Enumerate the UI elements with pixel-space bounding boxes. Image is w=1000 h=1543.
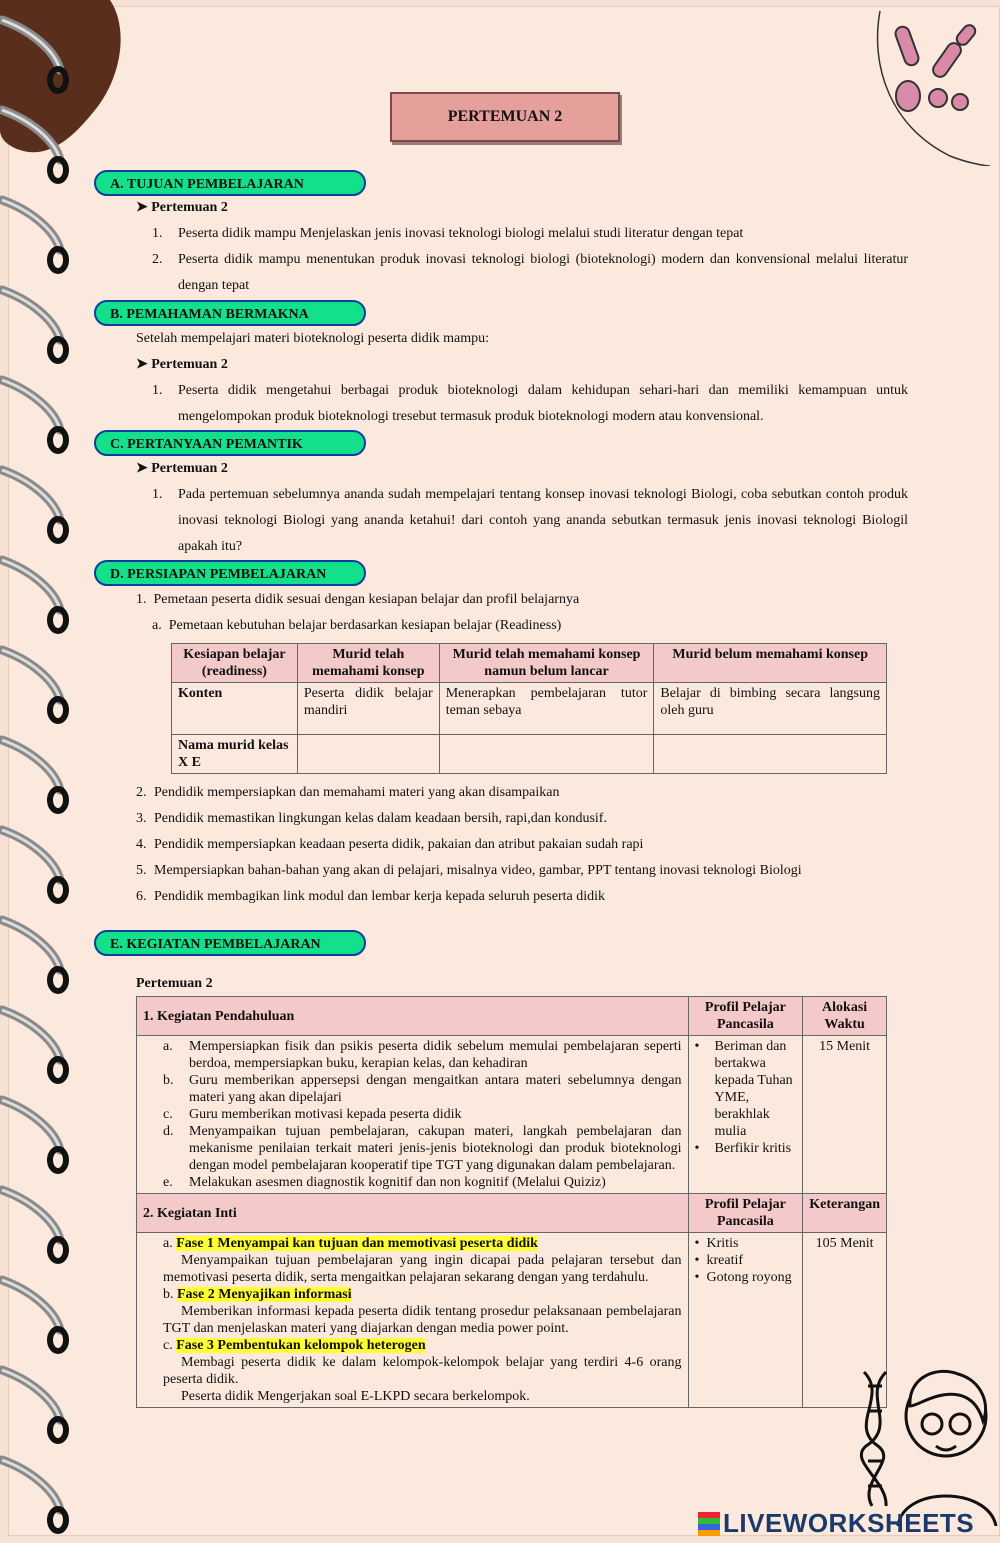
table-cell: Menerapkan pembelajaran tutor teman sebaya <box>439 683 654 735</box>
list-item: 2. Peserta didik mampu menentukan produk inovasi teknologi biologi (bioteknologi) modern dan konvensional melalui literatur dengan tepat <box>152 252 908 293</box>
list-item: 1. Peserta didik mengetahui berbagai produk bioteknologi dalam kehidupan sehari-hari dan memiliki kemampuan untuk mengelompokan produk bioteknologi tresebut termasuk produk bioteknologi modern atau konvensional. <box>152 383 908 424</box>
section-a-heading: A. TUJUAN PEMBELAJARAN <box>94 170 366 196</box>
phase-text: Memberikan informasi kepada peserta didik tentang prosedur pelaksanaan pembelajaran TGT dan menjelaskan materi yang diajarkan dengan media power point. <box>163 1304 682 1336</box>
list-item: 6. Pendidik membagikan link modul dan lembar kerja kepada seluruh peserta didik <box>136 889 605 904</box>
list-item: d. Menyampaikan tujuan pembelajaran, cakupan materi, langkah pembelajaran dan mekanisme penilaian terkait materi jenis-jenis bioteknologi dan produk bioteknologi dengan model pembelajaran kooperatif tipe TGT yang digunakan dalam pembelajaran. <box>163 1124 682 1173</box>
table-header-cell: Kesiapan belajar (readiness) <box>172 644 298 683</box>
list-item: • Gotong royong <box>694 1270 792 1285</box>
readiness-table <box>171 643 887 774</box>
table-cell: Konten <box>172 683 298 735</box>
section-c-heading: C. PERTANYAAN PEMANTIK <box>94 430 366 456</box>
table-header-row <box>137 1194 887 1233</box>
list-item: a. Mempersiapkan fisik dan psikis peserta didik sebelum memulai pembelajaran seperti berdoa, mempersiapkan buku, kerapian kelas, dan kehadiran <box>163 1039 682 1071</box>
list-item: e. Melakukan asesmen diagnostik kognitif dan non kognitif (Melalui Quiziz) <box>163 1175 606 1190</box>
binding-ring <box>2 110 66 181</box>
table-cell[interactable] <box>654 735 887 774</box>
section-a-list <box>152 221 908 299</box>
table-row <box>137 1233 887 1408</box>
binding-ring <box>2 740 66 811</box>
table-cell <box>688 1036 803 1194</box>
binding-ring <box>2 380 66 451</box>
section-d-item1a: a. Pemetaan kebutuhan belajar berdasarkan kesiapan belajar (Readiness) <box>152 618 562 633</box>
table-header-cell: Murid belum memahami konsep <box>654 644 887 683</box>
binding-ring <box>2 1280 66 1351</box>
binding-ring <box>2 20 66 91</box>
list-item: 5. Mempersiapkan bahan-bahan yang akan di pelajari, misalnya video, gambar, PPT tentang inovasi teknologi Biologi <box>136 863 802 878</box>
table-header-cell: 2. Kegiatan Inti <box>137 1194 689 1233</box>
list-item: 4. Pendidik mempersiapkan keadaan peserta didik, pakaian dan atribut pakaian sudah rapi <box>136 837 644 852</box>
liveworksheets-icon <box>698 1512 720 1536</box>
table-cell: 15 Menit <box>803 1036 887 1194</box>
section-d-heading: D. PERSIAPAN PEMBELAJARAN <box>94 560 366 586</box>
section-e-heading: E. KEGIATAN PEMBELAJARAN <box>94 930 366 956</box>
binding-ring <box>2 1370 66 1441</box>
binding-ring <box>2 1100 66 1171</box>
arrow-bullet-icon: ➤ <box>136 200 148 215</box>
list-item: • kreatif <box>694 1253 744 1268</box>
phase-item: c. Fase 3 Pembentukan kelompok heterogen <box>163 1338 426 1353</box>
section-b-sub: ➤ Pertemuan 2 <box>136 357 228 372</box>
binding-ring <box>2 470 66 541</box>
arrow-bullet-icon: ➤ <box>136 461 148 476</box>
binding-ring <box>2 1010 66 1081</box>
table-header-row <box>137 997 887 1036</box>
liveworksheets-logo: LIVEWORKSHEETS <box>698 1508 974 1539</box>
inti-phases <box>143 1235 682 1405</box>
binding-ring <box>2 650 66 721</box>
table-cell[interactable] <box>439 735 654 774</box>
section-b-heading: B. PEMAHAMAN BERMAKNA <box>94 300 366 326</box>
profil-list <box>695 1038 797 1157</box>
binding-ring <box>2 200 66 271</box>
table-header-row <box>172 644 887 683</box>
phase-text: Peserta didik Mengerjakan soal E-LKPD secara berkelompok. <box>181 1389 530 1404</box>
table-cell: 105 Menit <box>803 1233 887 1408</box>
table-header-cell: Murid telah memahami konsep <box>297 644 439 683</box>
table-header-cell: Alokasi Waktu <box>803 997 887 1036</box>
section-c-list <box>152 482 908 560</box>
list-item: 1. Pada pertemuan sebelumnya ananda sudah mempelajari tentang konsep inovasi teknologi Biologi, coba sebutkan contoh produk inovasi teknologi Biologi yang ananda ketahui! dari contoh yang ananda sebutkan termasuk jenis inovasi teknologi Biologil apakah itu? <box>152 487 908 554</box>
list-item: • Kritis <box>694 1236 739 1251</box>
table-row <box>172 735 887 774</box>
list-item: c. Guru memberikan motivasi kepada peserta didik <box>163 1107 462 1122</box>
list-item: 3. Pendidik memastikan lingkungan kelas dalam keadaan bersih, rapi,dan kondusif. <box>136 811 607 826</box>
phase-item: a. Fase 1 Menyampai kan tujuan dan memotivasi peserta didik <box>163 1236 538 1251</box>
section-d-item1: 1. Pemetaan peserta didik sesuai dengan kesiapan belajar dan profil belajarnya <box>136 592 580 607</box>
table-cell[interactable] <box>297 735 439 774</box>
list-item: • Beriman dan bertakwa kepada Tuhan YME, berakhlak mulia <box>694 1039 793 1139</box>
spiral-binding <box>0 0 80 1543</box>
table-header-cell: Murid telah memahami konsep namun belum lancar <box>439 644 654 683</box>
arrow-bullet-icon: ➤ <box>136 357 148 372</box>
bacteria-decoration <box>860 6 990 166</box>
binding-ring <box>2 920 66 991</box>
list-item: • Berfikir kritis <box>694 1141 792 1156</box>
table-header-cell: Profil Pelajar Pancasila <box>688 1194 803 1233</box>
section-b-intro: Setelah mempelajari materi bioteknologi peserta didik mampu: <box>136 331 490 346</box>
binding-ring <box>2 1460 66 1531</box>
table-cell: Nama murid kelas X E <box>172 735 298 774</box>
section-c-sub: ➤ Pertemuan 2 <box>136 461 228 476</box>
profil-list <box>695 1235 797 1286</box>
table-row <box>172 683 887 735</box>
scientist-dna-illustration <box>858 1366 998 1526</box>
table-row <box>137 1036 887 1194</box>
table-cell <box>688 1233 803 1408</box>
binding-ring <box>2 1190 66 1261</box>
list-item: b. Guru memberikan appersepsi dengan mengaitkan antara materi sebelumnya dengan materi yang akan dipelajari <box>163 1073 682 1105</box>
section-b-list <box>152 378 908 430</box>
phase-text: Membagi peserta didik ke dalam kelompok-kelompok belajar yang terdiri 4-6 orang peserta didik. <box>163 1355 682 1387</box>
table-cell <box>137 1233 689 1408</box>
pendahuluan-list <box>143 1038 682 1191</box>
section-d-list <box>136 780 906 910</box>
table-cell: Belajar di bimbing secara langsung oleh guru <box>654 683 887 735</box>
list-item: 1. Peserta didik mampu Menjelaskan jenis inovasi teknologi biologi melalui studi literatur dengan tepat <box>152 226 744 241</box>
phase-item: b. Fase 2 Menyajikan informasi <box>163 1287 352 1302</box>
table-cell: Peserta didik belajar mandiri <box>297 683 439 735</box>
list-item: 2. Pendidik mempersiapkan dan memahami materi yang akan disampaikan <box>136 785 560 800</box>
table-cell <box>137 1036 689 1194</box>
page-title: PERTEMUAN 2 <box>390 92 620 142</box>
binding-ring <box>2 830 66 901</box>
table-header-cell: Keterangan <box>803 1194 887 1233</box>
section-a-sub: ➤ Pertemuan 2 <box>136 200 228 215</box>
table-header-cell: 1. Kegiatan Pendahuluan <box>137 997 689 1036</box>
table-header-cell: Profil Pelajar Pancasila <box>688 997 803 1036</box>
phase-text: Menyampaikan tujuan pembelajaran yang ingin dicapai pada pelajaran tersebut dan memotivasi peserta didik, serta mengaitkan pelajaran sekarang dengan yang terdahulu. <box>163 1253 682 1285</box>
section-e-sub: Pertemuan 2 <box>136 976 213 991</box>
binding-ring <box>2 290 66 361</box>
binding-ring <box>2 560 66 631</box>
activities-table <box>136 996 887 1408</box>
